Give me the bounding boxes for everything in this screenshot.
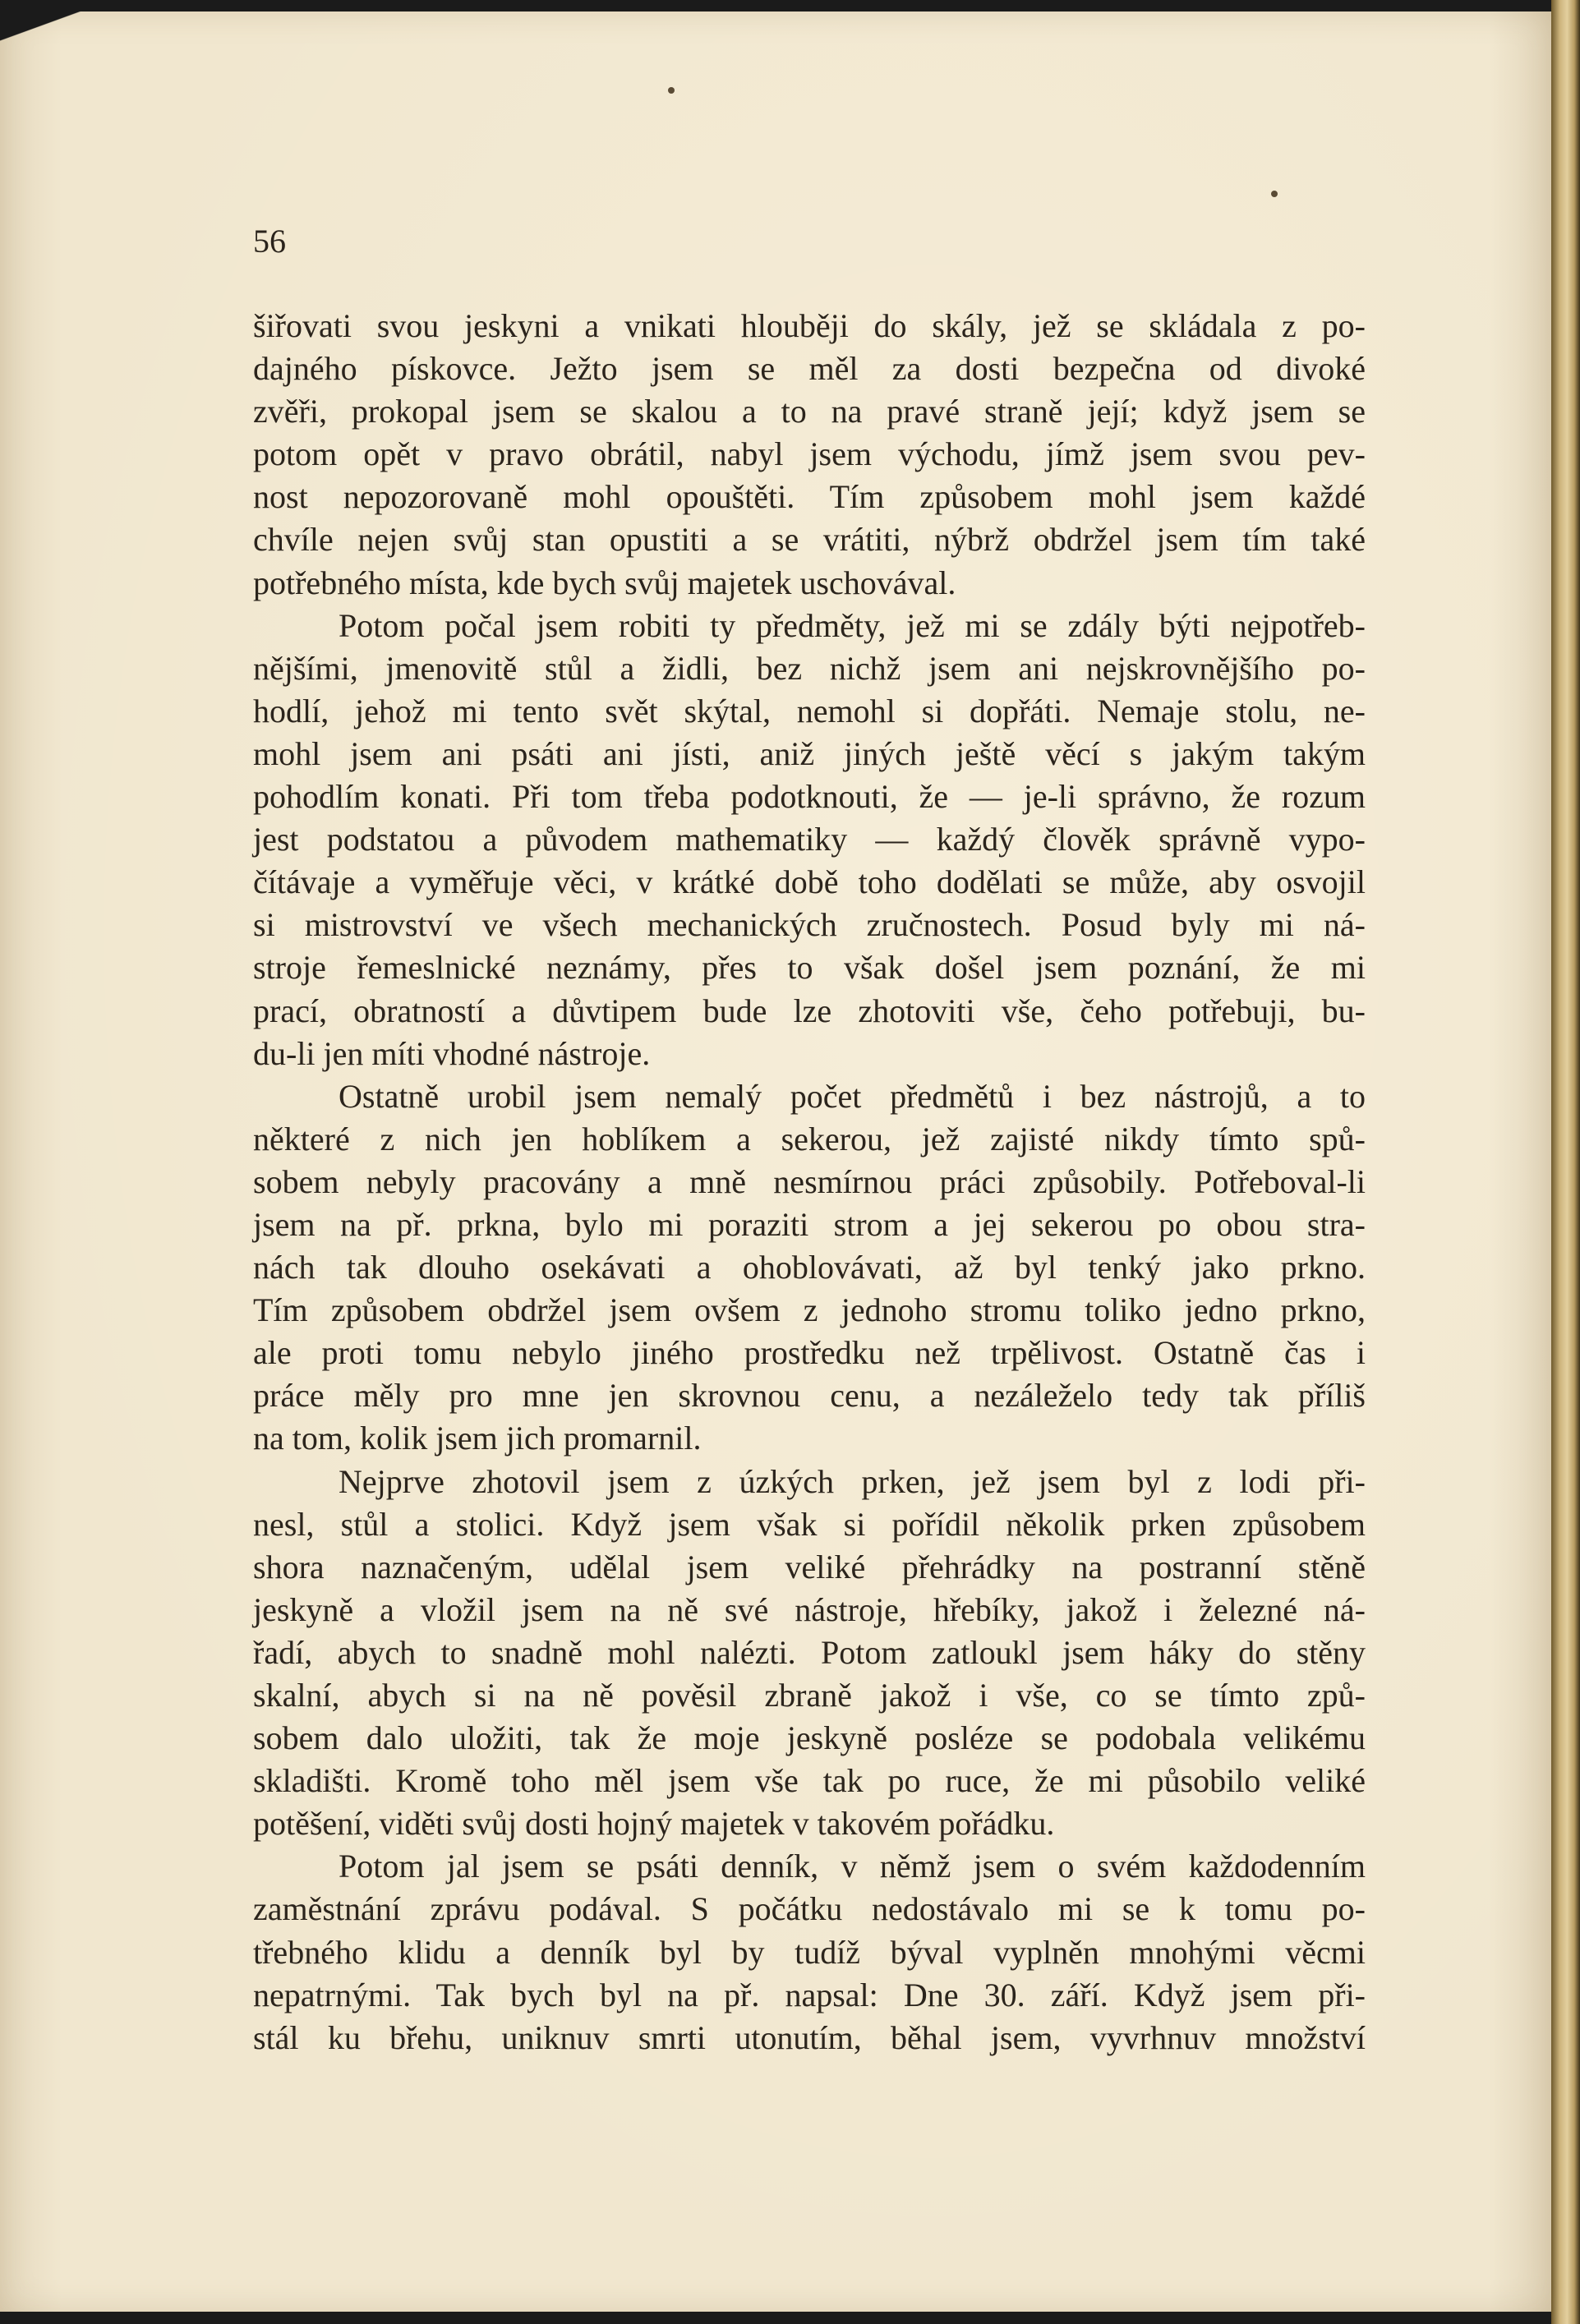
text-line: Potom počal jsem robiti ty předměty, jež mi se zdály býti nejpotřeb- [339, 606, 1366, 644]
text-line: práce měly pro mne jen skrovnou cenu, a nezáleželo tedy tak příliš [253, 1377, 1366, 1415]
text-line: nost nepozorovaně mohl opouštěti. Tím způsobem mohl jsem každé [253, 478, 1366, 516]
text-line: potěšení, viděti svůj dosti hojný majetek v takovém pořádku. [253, 1805, 1055, 1843]
text-line: potřebného místa, kde bych svůj majetek uschovával. [253, 564, 956, 601]
text-line: Nejprve zhotovil jsem z úzkých prken, jež jsem byl z lodi při- [339, 1462, 1366, 1500]
text-line: jeskyně a vložil jsem na ně své nástroje, hřebíky, jakož i železné ná- [253, 1590, 1366, 1628]
text-line: dajného pískovce. Ježto jsem se měl za dosti bezpečna od divoké [253, 350, 1366, 388]
text-line: jest podstatou a původem mathematiky — každý člověk správně vypo- [253, 821, 1366, 858]
text-line: třebného klidu a denník byl by tudíž býval vyplněn mnohými věcmi [253, 1933, 1366, 1971]
paper-speck [668, 87, 675, 94]
text-line: mohl jsem ani psáti ani jísti, aniž jiných ještě věcí s jakým takým [253, 734, 1366, 772]
text-line: ale proti tomu nebylo jiného prostředku než trpělivost. Ostatně čas i [253, 1334, 1366, 1372]
paper-speck [1271, 191, 1278, 197]
text-line: sobem dalo uložiti, tak že moje jeskyně posléze se podobala velikému [253, 1719, 1366, 1757]
text-line: nesl, stůl a stolici. Když jsem však si pořídil několik prken způsobem [253, 1505, 1366, 1543]
page-number: 56 [253, 223, 286, 260]
text-line: stál ku břehu, uniknuv smrti utonutím, běhal jsem, vyvrhnuv množství [253, 2018, 1366, 2056]
paragraph [253, 1075, 1366, 1461]
text-line: sobem nebyly pracovány a mně nesmírnou práci způsobily. Potřeboval-li [253, 1162, 1366, 1200]
book-page [0, 12, 1551, 2312]
text-line: šiřovati svou jeskyni a vnikati hlouběji do skály, jež se skládala z po- [253, 307, 1366, 344]
text-line: skladišti. Kromě toho měl jsem vše tak po ruce, že mi působilo veliké [253, 1762, 1366, 1800]
text-line: prací, obratností a důvtipem bude lze zhotoviti vše, čeho potřebuji, bu- [253, 992, 1366, 1029]
text-line: stroje řemeslnické neznámy, přes to však došel jsem poznání, že mi [253, 949, 1366, 987]
text-line: pohodlím konati. Při tom třeba podotknouti, že — je-li správno, že rozum [253, 778, 1366, 816]
text-line: nepatrnými. Tak bych byl na př. napsal: Dne 30. září. Když jsem při- [253, 1976, 1366, 2013]
text-line: některé z nich jen hoblíkem a sekerou, jež zajisté nikdy tímto spů- [253, 1120, 1366, 1157]
page-corner [0, 12, 90, 61]
text-line: Tím způsobem obdržel jsem ovšem z jednoho stromu toliko jedno prkno, [253, 1291, 1366, 1329]
book-spine [1551, 0, 1580, 2324]
text-line: čítávaje a vyměřuje věci, v krátké době toho dodělati se může, aby osvojil [253, 863, 1366, 901]
paragraph [253, 605, 1366, 1075]
text-line: jsem na př. prkna, bylo mi poraziti strom a jej sekerou po obou stra- [253, 1205, 1366, 1243]
text-line: řadí, abych to snadně mohl nalézti. Potom zatloukl jsem háky do stěny [253, 1633, 1366, 1671]
text-line: Potom jal jsem se psáti denník, v němž jsem o svém každodenním [339, 1848, 1366, 1885]
text-line: Ostatně urobil jsem nemalý počet předmětů i bez nástrojů, a to [339, 1077, 1366, 1115]
text-line: chvíle nejen svůj stan opustiti a se vrátiti, nýbrž obdržel jsem tím také [253, 521, 1366, 559]
text-line: hodlí, jehož mi tento svět skýtal, nemohl si dopřáti. Nemaje stolu, ne- [253, 692, 1366, 729]
text-line: si mistrovství ve všech mechanických zručnostech. Posud byly mi ná- [253, 906, 1366, 944]
text-line: shora naznačeným, udělal jsem veliké přehrádky na postranní stěně [253, 1548, 1366, 1585]
text-line: na tom, kolik jsem jich promarnil. [253, 1420, 702, 1457]
text-line: skalní, abych si na ně pověsil zbraně jakož i vše, co se tímto způ- [253, 1677, 1366, 1714]
text-line: zaměstnání zprávu podával. S počátku nedostávalo mi se k tomu po- [253, 1890, 1366, 1928]
text-line: nějšími, jmenovitě stůl a židli, bez nichž jsem ani nejskrovnějšího po- [253, 649, 1366, 687]
text-line: du-li jen míti vhodné nástroje. [253, 1034, 651, 1072]
text-line: zvěři, prokopal jsem se skalou a to na pravé straně její; když jsem se [253, 393, 1366, 430]
paragraph [253, 305, 1366, 605]
text-line: nách tak dlouho osekávati a ohoblovávati, až byl tenký jako prkno. [253, 1249, 1366, 1286]
body-text [253, 305, 1366, 2059]
text-line: potom opět v pravo obrátil, nabyl jsem východu, jímž jsem svou pev- [253, 435, 1366, 473]
paragraph [253, 1845, 1366, 2059]
paragraph [253, 1461, 1366, 1846]
